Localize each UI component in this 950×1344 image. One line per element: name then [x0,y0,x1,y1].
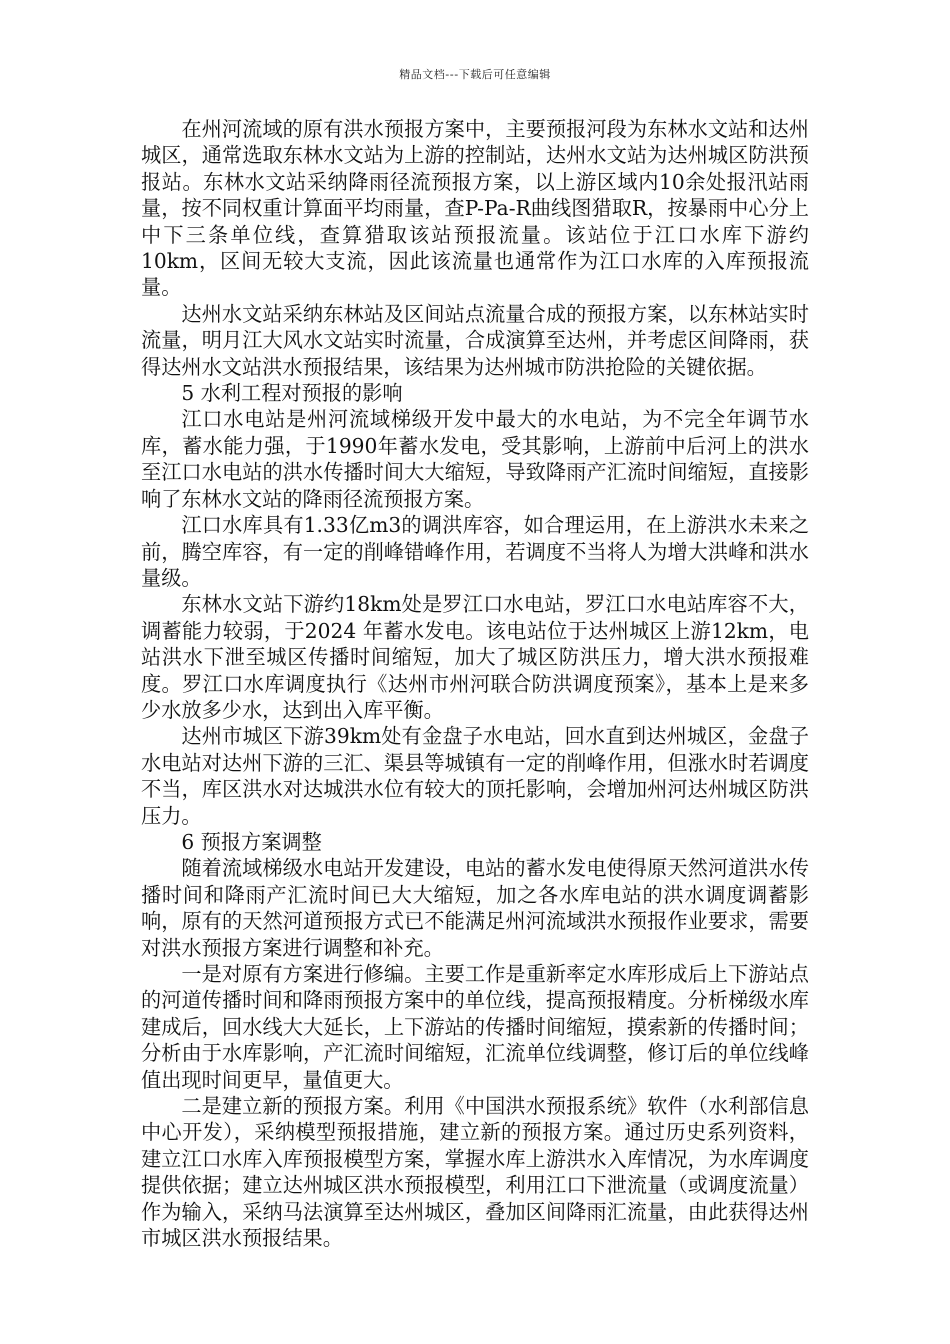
paragraph: 达州市城区下游39km处有金盘子水电站，回水直到达州城区，金盘子水电站对达州下游的三汇、渠县等城镇有一定的削峰作用，但涨水时若调度不当，库区洪水对达城洪水位有较大的顶托影响，会增加州河达州城区防洪压力。 [141,724,809,828]
paragraph: 江口水电站是州河流域梯级开发中最大的水电站，为不完全年调节水库，蓄水能力强，于1990年蓄水发电，受其影响，上游前中后河上的洪水至江口水电站的洪水传播时间大大缩短，导致降雨产汇流时间缩短，直接影响了东林水文站的降雨径流预报方案。 [141,407,809,511]
section-heading: 5 水利工程对预报的影响 [181,381,403,406]
paragraph: 东林水文站下游约18km处是罗江口水电站，罗江口水电站库容不大，调蓄能力较弱，于2024 年蓄水发电。该电站位于达州城区上游12km，电站洪水下泄至城区传播时间缩短，加大了城区防洪压力，增大洪水预报难度。罗江口水库调度执行《达州市州河联合防洪调度预案》，基本上是来多少水放多少水，达到出入库平衡。 [141,592,809,722]
page-header: 精品文档---下载后可任意编辑 [399,68,551,81]
paragraph: 达州水文站采纳东林站及区间站点流量合成的预报方案，以东林站实时流量，明月江大风水文站实时流量，合成演算至达州，并考虑区间降雨，获得达州水文站洪水预报结果，该结果为达州城市防洪抢险的关键依据。 [141,301,809,379]
section-heading: 6 预报方案调整 [181,829,322,854]
paragraph: 一是对原有方案进行修编。主要工作是重新率定水库形成后上下游站点的河道传播时间和降雨预报方案中的单位线，提高预报精度。分析梯级水库建成后，回水线大大延长，上下游站的传播时间缩短，摸索新的传播时间；分析由于水库影响，产汇流时间缩短，汇流单位线调整，修订后的单位线峰值出现时间更早，量值更大。 [141,962,809,1092]
paragraph: 随着流域梯级水电站开发建设，电站的蓄水发电使得原天然河道洪水传播时间和降雨产汇流时间已大大缩短，加之各水库电站的洪水调度调蓄影响，原有的天然河道预报方式已不能满足州河流域洪水预报作业要求，需要对洪水预报方案进行调整和补充。 [141,856,809,960]
paragraph: 二是建立新的预报方案。利用《中国洪水预报系统》软件（水利部信息中心开发），采纳模型预报措施，建立新的预报方案。通过历史系列资料，建立江口水库入库预报模型方案，掌握水库上游洪水入库情况，为水库调度提供依据；建立达州城区洪水预报模型，利用江口下泄流量（或调度流量）作为输入，采纳马法演算至达州城区，叠加区间降雨汇流量，由此获得达州市城区洪水预报结果。 [141,1094,809,1251]
document-body [141,116,809,1251]
paragraph: 江口水库具有1.33亿m3的调洪库容，如合理运用，在上游洪水未来之前，腾空库容，有一定的削峰错峰作用，若调度不当将人为增大洪峰和洪水量级。 [141,513,809,590]
paragraph: 在州河流域的原有洪水预报方案中，主要预报河段为东林水文站和达州城区，通常选取东林水文站为上游的控制站，达州水文站为达州城区防洪预报站。东林水文站采纳降雨径流预报方案，以上游区域内10余处报汛站雨量，按不同权重计算面平均雨量，查P-Pa-R曲线图猎取R，按暴雨中心分上中下三条单位线，查算猎取该站预报流量。该站位于江口水库下游约10km，区间无较大支流，因此该流量也通常作为江口水库的入库预报流量。 [141,117,809,300]
